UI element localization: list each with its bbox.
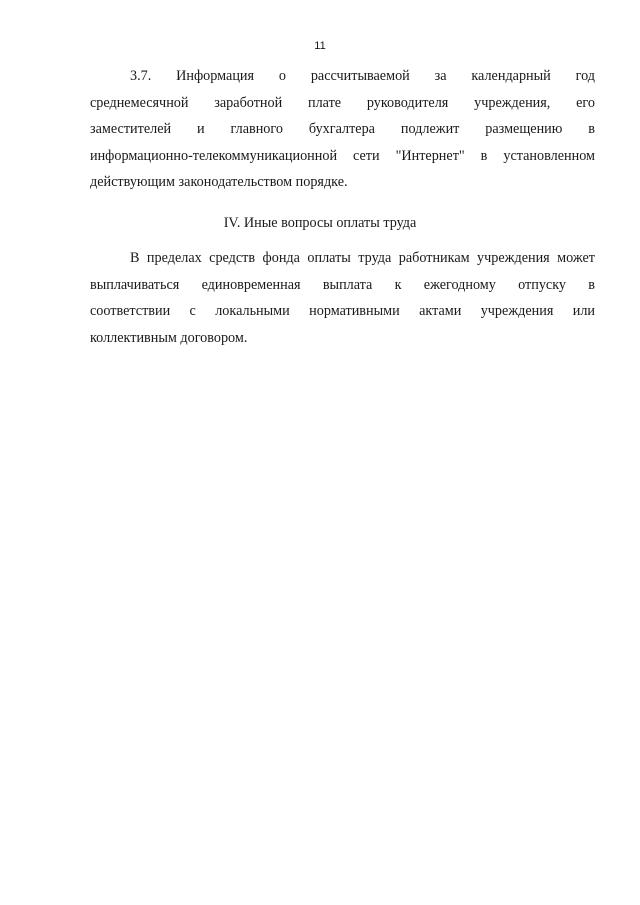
- paragraph-line: информационно-телекоммуникационной сети "Интернет" в установленном: [90, 147, 595, 164]
- paragraph-line: 3.7. Информация о рассчитываемой за календарный год: [130, 68, 595, 84]
- page-number: 11: [314, 40, 326, 52]
- paragraph-line: коллективным договором.: [90, 329, 248, 346]
- paragraph-line: В пределах средств фонда оплаты труда работникам учреждения может: [130, 250, 595, 266]
- paragraph-line: заместителей и главного бухгалтера подлежит размещению в: [90, 121, 595, 138]
- paragraph-other-pay-questions: [90, 245, 595, 351]
- paragraph-line: действующим законодательством порядке.: [90, 174, 348, 191]
- section-heading: IV. Иные вопросы оплаты труда: [223, 215, 417, 231]
- paragraph-line: выплачиваться единовременная выплата к ежегодному отпуску в: [90, 276, 595, 293]
- paragraph-line: соответствии с локальными нормативными актами учреждения или: [90, 303, 595, 320]
- paragraph-line: среднемесячной заработной плате руководителя учреждения, его: [90, 94, 595, 111]
- paragraph-3-7: [90, 63, 595, 196]
